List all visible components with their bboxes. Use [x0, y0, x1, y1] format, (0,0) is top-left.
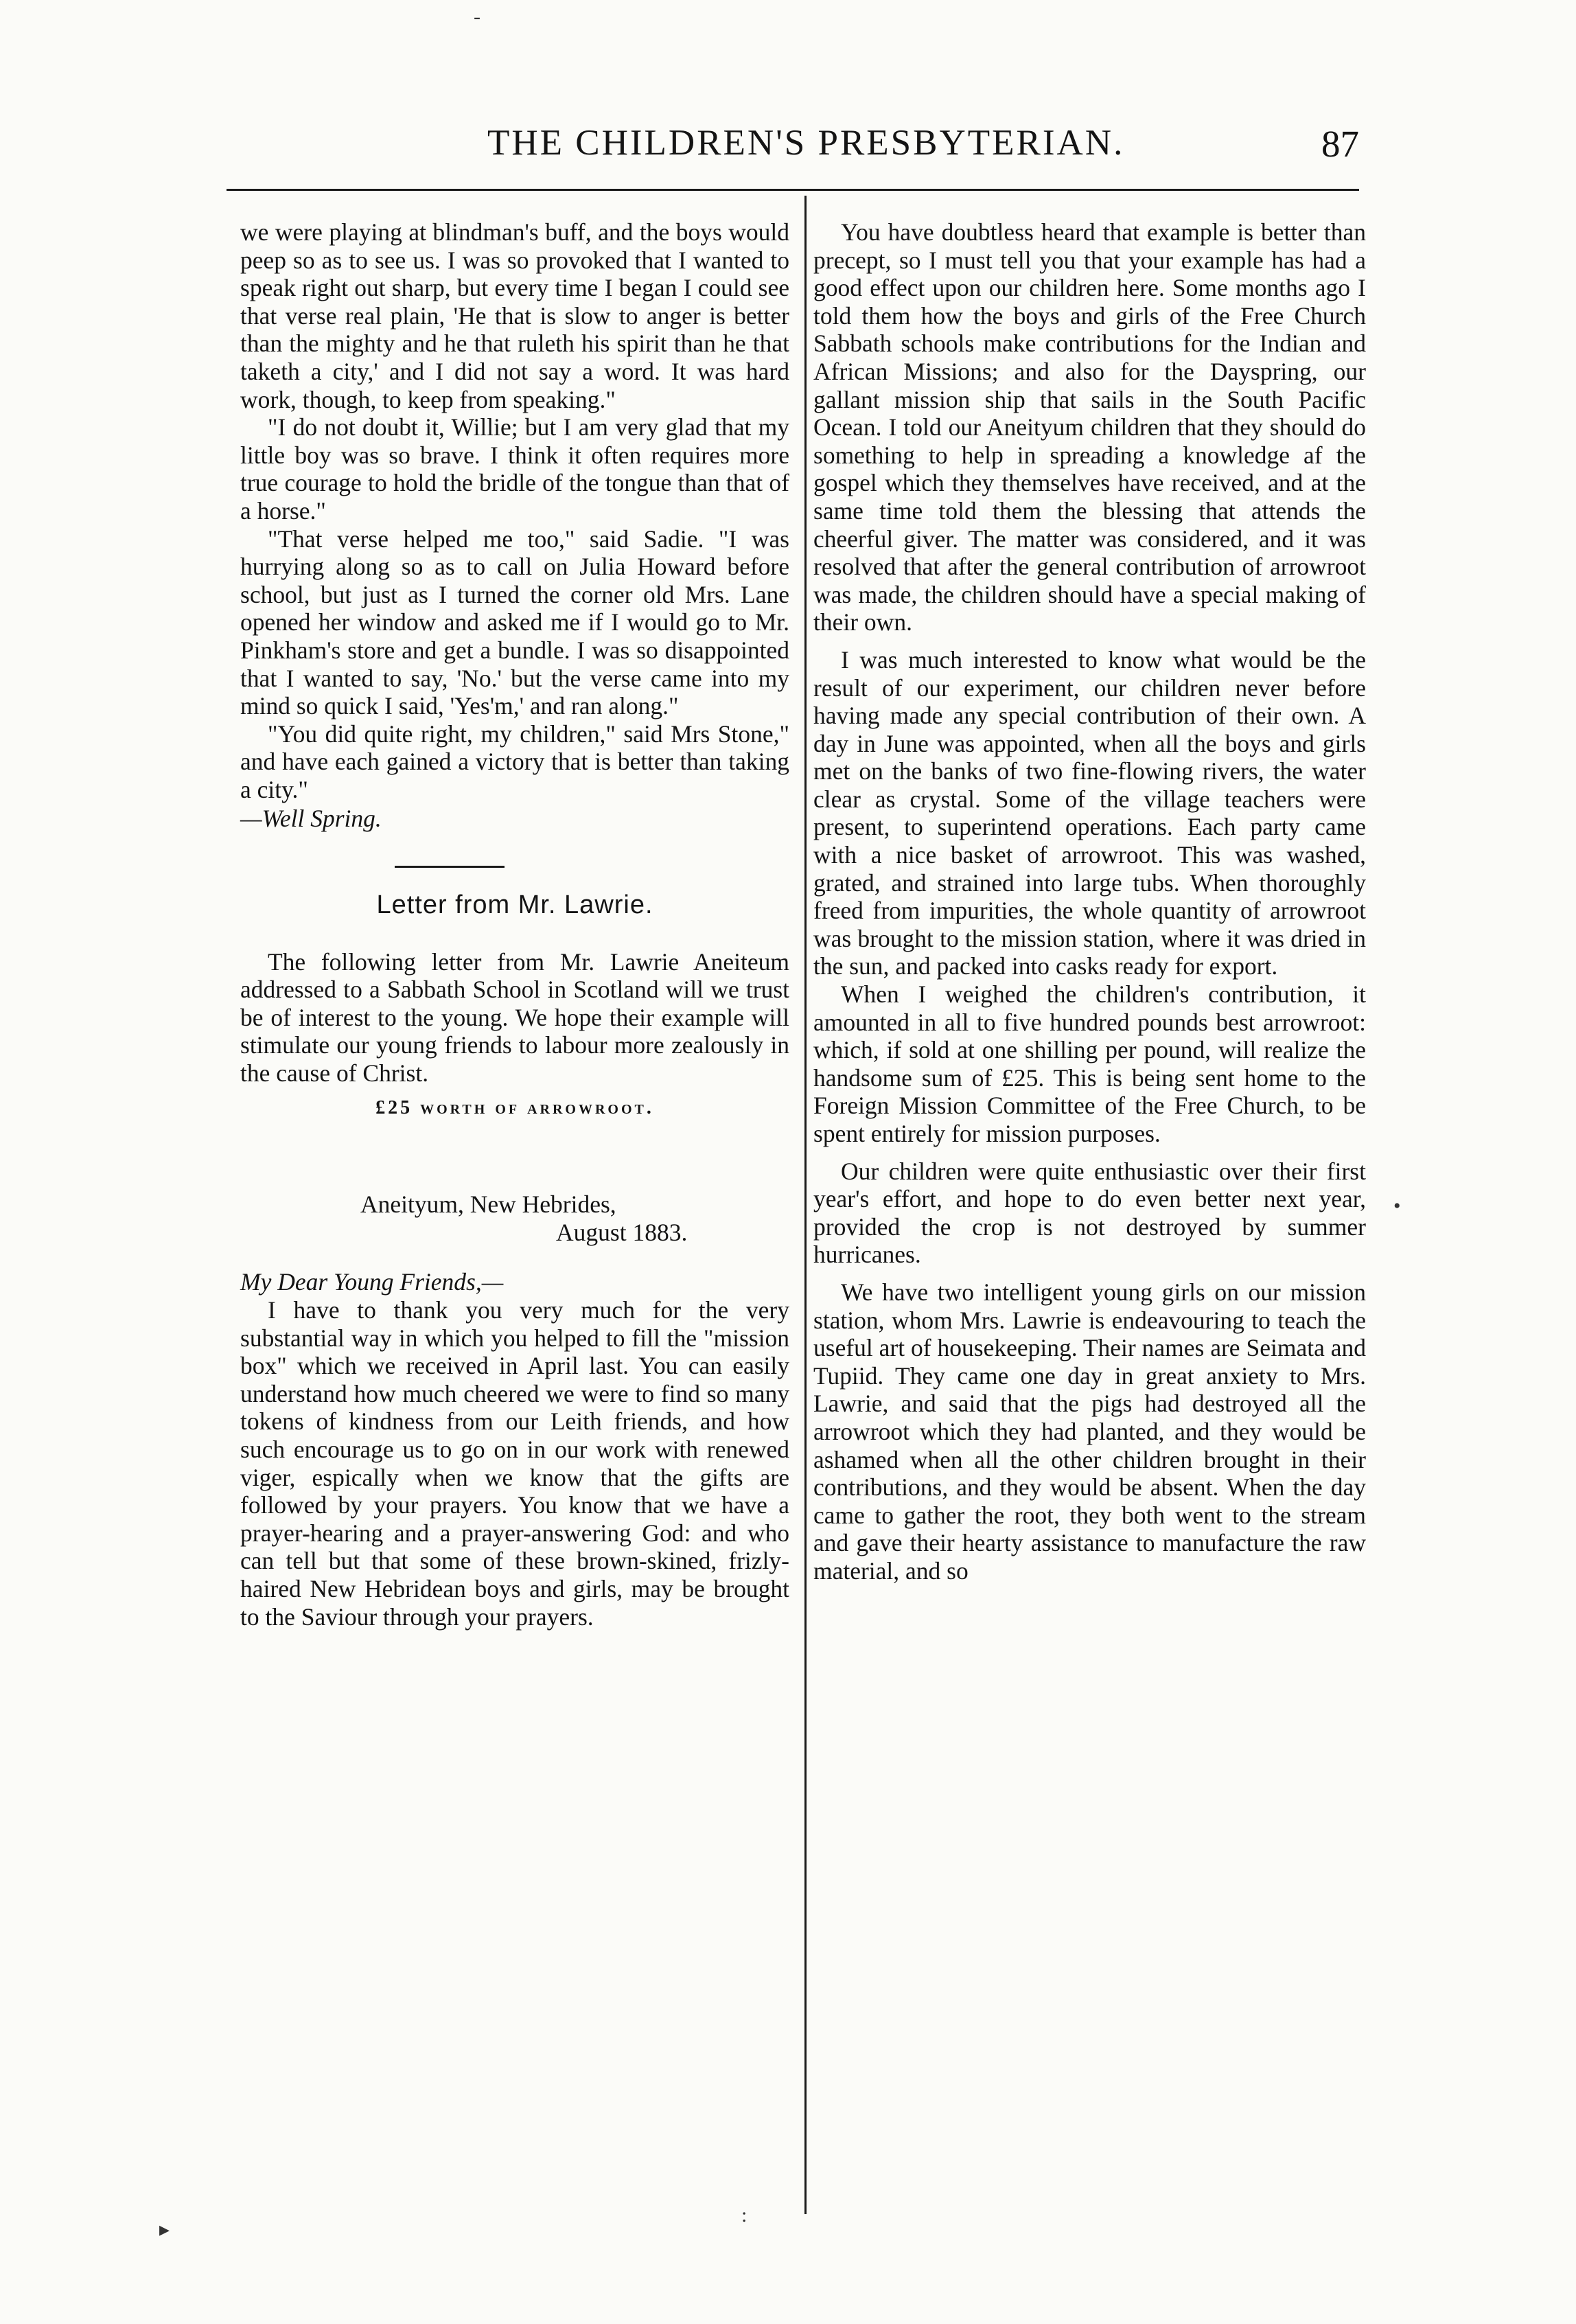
page-header — [227, 122, 1359, 177]
story-paragraph: "I do not doubt it, Willie; but I am very glad that my little boy was so brave. I think it often requires more true courage to hold the bridle of the tongue than that of a horse." — [240, 413, 789, 525]
section-divider — [395, 866, 505, 868]
column-divider — [804, 196, 807, 2214]
letter-dateline — [240, 1190, 789, 1246]
letter-paragraph: I was much interested to know what would be the result of our experiment, our children never before having made any special contribution of their own. A day in June was appointed, when all the boys and girls met on the banks of two fine-flowing rivers, the water clear as crystal. Some of the village teachers were present, to superintend operations. Each party came with a nice basket of arrowroot. This was washed, grated, and strained into large tubs. When thoroughly freed from impurities, the whole quantity of arrowroot was brought to the mission station, where it was dried in the sun, and packed into casks ready for export. — [813, 645, 1366, 980]
left-column — [240, 218, 789, 1631]
story-paragraph: we were playing at blindman's buff, and the boys would peep so as to see us. I was so provoked that I wanted to speak right out sharp, but every time I began I could see that verse real plain, 'He that is slow to anger is better than the mighty and he that ruleth his spirit than he that taketh a city,' and I did not say a word. It was hard work, though, to keep from speaking." — [240, 218, 789, 413]
letter-salutation: My Dear Young Friends,— — [240, 1268, 504, 1296]
letter-heading: Letter from Mr. Lawrie. — [376, 890, 653, 920]
letter-paragraph: I have to thank you very much for the very substantial way in which you helped to fill the "mission box" which we received in April last. You can easily understand how much cheered we were to find so many tokens of kindness from our Leith friends, and how such encourage us to go on in our work with renewed viger, espically when we know that the gifts are followed by your prayers. You know that we have a prayer-hearing and a prayer-answering God: and who can tell but that some of these brown-skined, frizly-haired New Hebridean boys and girls, may be brought to the Saviour through your prayers. — [240, 1296, 789, 1631]
letter-paragraph: Our children were quite enthusiastic over their first year's effort, and hope to do even better next year, provided the crop is not destroyed by summer hurricanes. — [813, 1157, 1366, 1269]
story-source: —Well Spring. — [240, 805, 382, 833]
letter-paragraph: When I weighed the children's contribution, it amounted in all to five hundred pounds best arrowroot: which, if sold at one shilling per pound, will realize the handsome sum of £25. This is being sent home to the Foreign Mission Committee of the Free Church, to be spent entirely for mission purposes. — [813, 980, 1366, 1147]
scan-speck: ▸ — [159, 2218, 170, 2241]
scan-speck: - — [474, 5, 480, 28]
letter-intro: The following letter from Mr. Lawrie Aneiteum addressed to a Sabbath School in Scotland will we trust be of interest to the young. We hope their example will stimulate our young friends to labour more zealously in the cause of Christ. — [240, 947, 789, 1088]
dateline-date: August 1883. — [556, 1218, 688, 1246]
page-number: 87 — [1321, 123, 1359, 165]
header-rule — [227, 189, 1359, 191]
story-paragraph: "You did quite right, my children," said Mrs Stone," and have each gained a victory that is better than taking a city." — [240, 720, 789, 803]
letter-subheading: £25 worth of arrowroot. — [375, 1096, 654, 1118]
scan-speck: : — [741, 2204, 748, 2227]
letter-paragraph: You have doubtless heard that example is better than precept, so I must tell you that your example has had a good effect upon our children here. Some months ago I told them how the boys and girls of the Free Church Sabbath schools make contributions for the Indian and African Missions; and also for the Dayspring, our gallant mission ship that sails in the South Pacific Ocean. I told our Aneityum children that they should do something to help in spreading a knowledge af the gospel which they themselves have received, and at the same time told them the blessing that attends the cheerful giver. The matter was considered, and it was resolved that after the general contribution of arrowroot was made, the children should have a special making of their own. — [813, 218, 1366, 636]
right-column — [813, 218, 1366, 1585]
scan-speck: • — [1393, 1195, 1401, 1217]
story-paragraph: "That verse helped me too," said Sadie. "I was hurrying along so as to call on Julia Howard before school, but just as I turned the corner old Mrs. Lane opened her window and asked me if I would go to Mr. Pinkham's store and get a bundle. I was so disappointed that I wanted to say, 'No.' but the verse came into my mind so quick I said, 'Yes'm,' and ran along." — [240, 525, 789, 720]
letter-paragraph: We have two intelligent young girls on our mission station, whom Mrs. Lawrie is endeavouring to teach the useful art of housekeeping. Their names are Seimata and Tupiid. They came one day in great anxiety to Mrs. Lawrie, and said that the pigs had destroyed all the arrowroot which they had planted, and they would be ashamed when all the other children brought in their contributions, and they would be absent. When the day came to gather the root, they both went to the stream and gave their hearty assistance to manufacture the raw material, and so — [813, 1278, 1366, 1585]
publication-title: THE CHILDREN'S PRESBYTERIAN. — [487, 123, 1125, 163]
dateline-place: Aneityum, New Hebrides, — [360, 1190, 616, 1219]
